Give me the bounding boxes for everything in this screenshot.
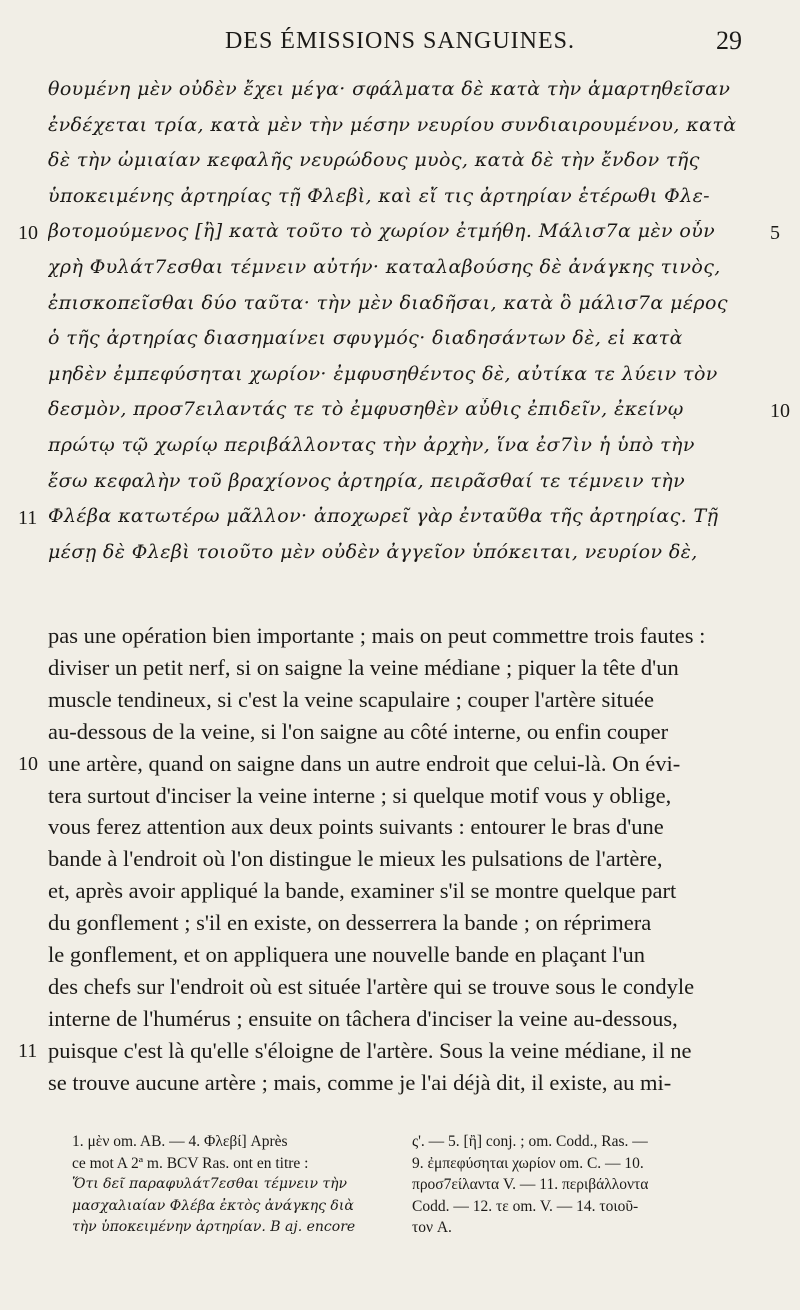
- greek-text-line: Φλέβα κατωτέρω μᾶλλον· ἀποχωρεῖ γὰρ ἐνταῦθα τῆς ἀρτηρίας. Τῇ: [48, 505, 719, 528]
- running-header: DES ÉMISSIONS SANGUINES.: [224, 28, 576, 54]
- greek-text-line: ἐνδέχεται τρία, κατὰ μὲν τὴν μέσην νευρίου συνδιαιρουμένου, κατὰ: [48, 113, 737, 136]
- footnote-line: Codd. — 12. τε om. V. — 14. τοιοῦ-: [412, 1197, 639, 1215]
- line-number-left: 10: [18, 752, 38, 775]
- french-text-line: une artère, quand on saigne dans un autre endroit que celui-là. On évi-: [48, 750, 681, 776]
- footnote-line: προσ7είλαντα V. — 11. περιβάλλοντα: [412, 1176, 649, 1193]
- french-text-line: puisque c'est là qu'elle s'éloigne de l'artère. Sous la veine médiane, il ne: [48, 1037, 692, 1063]
- french-text-line: interne de l'humérus ; ensuite on tâchera d'inciser la veine au-dessous,: [48, 1005, 678, 1031]
- footnote-line: Ὅτι δεῖ παραφυλάτ7εσθαι τέμνειν τὴν: [72, 1176, 348, 1192]
- footnote-line: 1. μὲν om. AB. — 4. Φλεβί] Après: [72, 1133, 288, 1150]
- french-text-line: et, après avoir appliqué la bande, examiner s'il se montre quelque part: [48, 878, 677, 904]
- french-text-line: bande à l'endroit où l'on distingue le mieux les pulsations de l'artère,: [48, 846, 663, 872]
- french-text-line: tera surtout d'inciser la veine interne ; si quelque motif vous y oblige,: [48, 782, 672, 808]
- greek-text-line: ἐπισκοπεῖσθαι δύο ταῦτα· τὴν μὲν διαδῆσαι, κατὰ ὃ μάλισ7α μέρος: [48, 291, 728, 314]
- french-text-line: du gonflement ; s'il en existe, on desserrera la bande ; on réprimera: [48, 910, 652, 936]
- page-number: 29: [716, 26, 742, 55]
- footnote-line: τὴν ὑποκειμένην ἀρτηρίαν. B aj. encore: [72, 1219, 356, 1235]
- french-text-line: diviser un petit nerf, si on saigne la veine médiane ; piquer la tête d'un: [48, 654, 679, 680]
- french-text-line: vous ferez attention aux deux points suivants : entourer le bras d'une: [48, 814, 664, 840]
- greek-text-line: ὑποκειμένης ἀρτηρίας τῇ Φλεβὶ, καὶ εἴ τις ἀρτηρίαν ἑτέρωθι Φλε-: [48, 184, 710, 207]
- greek-text-line: ὁ τῆς ἀρτηρίας διασημαίνει σφυγμός· διαδησάντων δὲ, εἰ κατὰ: [48, 327, 683, 350]
- footnote-line: τον A.: [412, 1219, 452, 1236]
- greek-text-line: δὲ τὴν ὠμιαίαν κεφαλῆς νευρώδους μυὸς, κατὰ δὲ τὴν ἔνδον τῆς: [48, 149, 700, 172]
- line-number-left: 11: [18, 1039, 38, 1062]
- french-text-line: au-dessous de la veine, si l'on saigne au côté interne, ou enfin couper: [48, 718, 669, 744]
- greek-text-line: μέσῃ δὲ Φλεβὶ τοιοῦτο μὲν οὐδὲν ἀγγεῖον ὑπόκειται, νευρίον δὲ,: [48, 540, 698, 563]
- line-number-right: 10: [770, 400, 790, 423]
- line-number-left: 11: [18, 507, 38, 530]
- line-number-right: 5: [770, 222, 780, 245]
- french-text-line: muscle tendineux, si c'est la veine scapulaire ; couper l'artère située: [48, 686, 654, 712]
- greek-text-line: μηδὲν ἐμπεφύσηται χωρίον· ἐμφυσηθέντος δὲ, αὐτίκα τε λύειν τὸν: [48, 362, 718, 385]
- greek-text-line: ἔσω κεφαλὴν τοῦ βραχίονος ἀρτηρία, πειρᾶσθαί τε τέμνειν τὴν: [48, 469, 686, 492]
- french-text-line: se trouve aucune artère ; mais, comme je l'ai déjà dit, il existe, au mi-: [48, 1069, 672, 1095]
- french-text-line: le gonflement, et on appliquera une nouvelle bande en plaçant l'un: [48, 942, 645, 967]
- french-text-line: des chefs sur l'endroit où est située l'artère qui se trouve sous le condyle: [48, 973, 695, 999]
- greek-text-line: θουμένη μὲν οὐδὲν ἔχει μέγα· σφάλματα δὲ κατὰ τὴν ἁμαρτηθεῖσαν: [48, 78, 731, 100]
- greek-text-line: βοτομούμενος [ἢ] κατὰ τοῦτο τὸ χωρίον ἐτμήθη. Μάλισ7α μὲν οὖν: [48, 220, 716, 243]
- greek-text-line: πρώτῳ τῷ χωρίῳ περιβάλλοντας τὴν ἀρχὴν, ἵνα ἐσ7ὶν ἡ ὑπὸ τὴν: [48, 434, 695, 456]
- footnote-line: ce mot A 2ª m. BCV Ras. ont en titre :: [72, 1154, 309, 1172]
- french-text-line: pas une opération bien importante ; mais on peut commettre trois fautes :: [48, 623, 706, 648]
- footnote-line: ς'. — 5. [ἢ] conj. ; om. Codd., Ras. —: [412, 1133, 648, 1150]
- line-number-left: 10: [18, 222, 38, 245]
- footnote-line: 9. ἐμπεφύσηται χωρίον om. C. — 10.: [412, 1154, 644, 1172]
- greek-text-line: δεσμὸν, προσ7ειλαντάς τε τὸ ἐμφυσηθὲν αὖθις ἐπιδεῖν, ἐκείνῳ: [48, 398, 684, 421]
- footnote-line: μασχαλιαίαν Φλέβα ἐκτὸς ἀνάγκης διὰ: [72, 1197, 354, 1214]
- greek-text-line: χρὴ Φυλάτ7εσθαι τέμνειν αὐτήν· καταλαβούσης δὲ ἀνάγκης τινὸς,: [48, 256, 721, 278]
